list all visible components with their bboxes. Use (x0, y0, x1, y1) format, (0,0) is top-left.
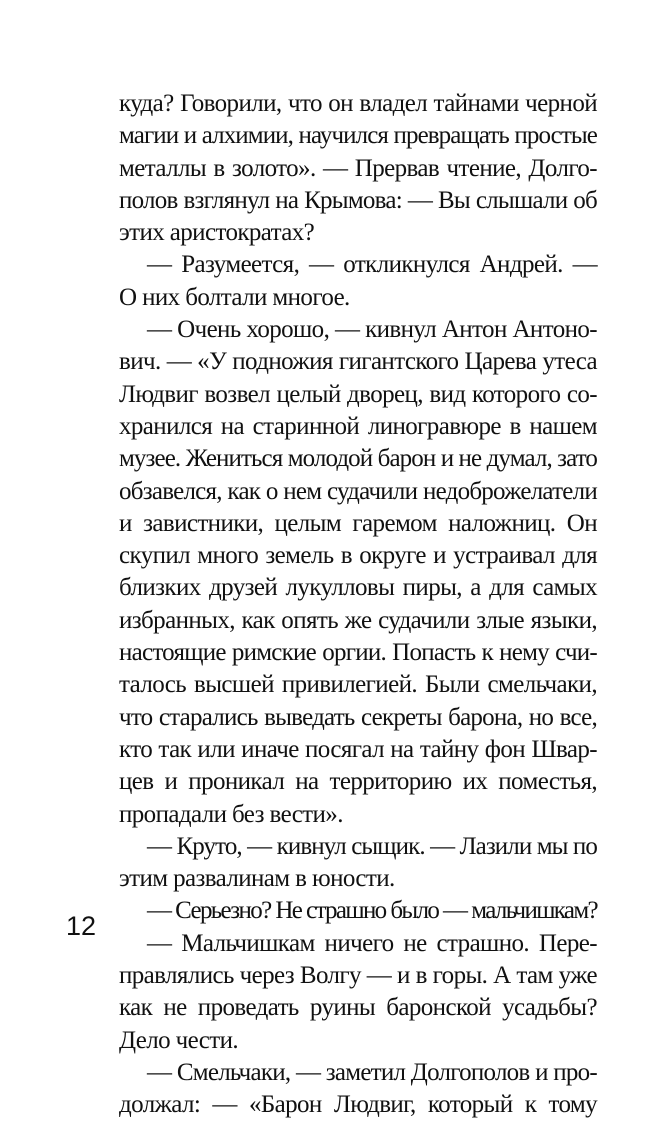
text-line: настоящие римские оргии. Попасть к нему счи- (119, 639, 597, 667)
text-line: музее. Жениться молодой барон и не думал, зато (119, 445, 597, 473)
text-line: куда? Говорили, что он владел тайнами черной (119, 90, 597, 117)
text-line: Дело чести. (119, 1026, 239, 1054)
text-line: что старались выведать секреты барона, но все, (119, 703, 597, 731)
text-line: — Серьезно? Не страшно было — мальчишкам? (147, 897, 597, 925)
text-line: — Разумеется, — откликнулся Андрей. — (147, 251, 597, 279)
text-line: — Смельчаки, — заметил Долгополов и про- (147, 1058, 597, 1086)
text-line: талось высшей привилегией. Были смельчаки, (119, 671, 597, 699)
page-text (119, 88, 597, 1122)
text-line: близких друзей лукулловы пиры, а для самых (119, 574, 597, 602)
text-line: должал: — «Барон Людвиг, который к тому (119, 1091, 597, 1119)
text-line: этих аристократах? (119, 219, 315, 247)
text-line: цев и проникал на территорию их поместья, (119, 768, 597, 796)
text-line: О них болтали многое. (119, 283, 350, 311)
text-line: избранных, как опять же судачили злые языки, (119, 606, 597, 634)
text-line: пропадали без вести». (119, 800, 343, 828)
text-line: этим развалинам в юности. (119, 865, 395, 893)
text-line: вич. — «У подножия гигантского Царева утеса (119, 348, 597, 376)
text-line: и завистники, целым гаремом наложниц. Он (119, 509, 597, 537)
text-line: металлы в золото». — Прервав чтение, Долго- (119, 154, 597, 182)
text-line: скупил много земель в округе и устраивал для (119, 542, 597, 570)
text-line: правлялись через Волгу — и в горы. А там уже (119, 962, 597, 990)
text-line: полов взглянул на Крымова: — Вы слышали об (119, 186, 597, 214)
page-number: 12 (66, 911, 97, 941)
text-line: — Мальчишкам ничего не страшно. Пере- (147, 929, 597, 957)
text-line: хранился на старинной линогравюре в нашем (119, 412, 597, 440)
text-line: — Очень хорошо, — кивнул Антон Антоно- (147, 316, 597, 344)
text-line: магии и алхимии, научился превращать простые (119, 122, 597, 150)
text-line: обзавелся, как о нем судачили недоброжелатели (119, 477, 597, 505)
text-line: Людвиг возвел целый дворец, вид которого со- (119, 380, 597, 408)
text-line: кто так или иначе посягал на тайну фон Швар- (119, 735, 597, 763)
text-line: как не проведать руины баронской усадьбы? (119, 994, 597, 1022)
text-line: — Круто, — кивнул сыщик. — Лазили мы по (147, 832, 597, 860)
